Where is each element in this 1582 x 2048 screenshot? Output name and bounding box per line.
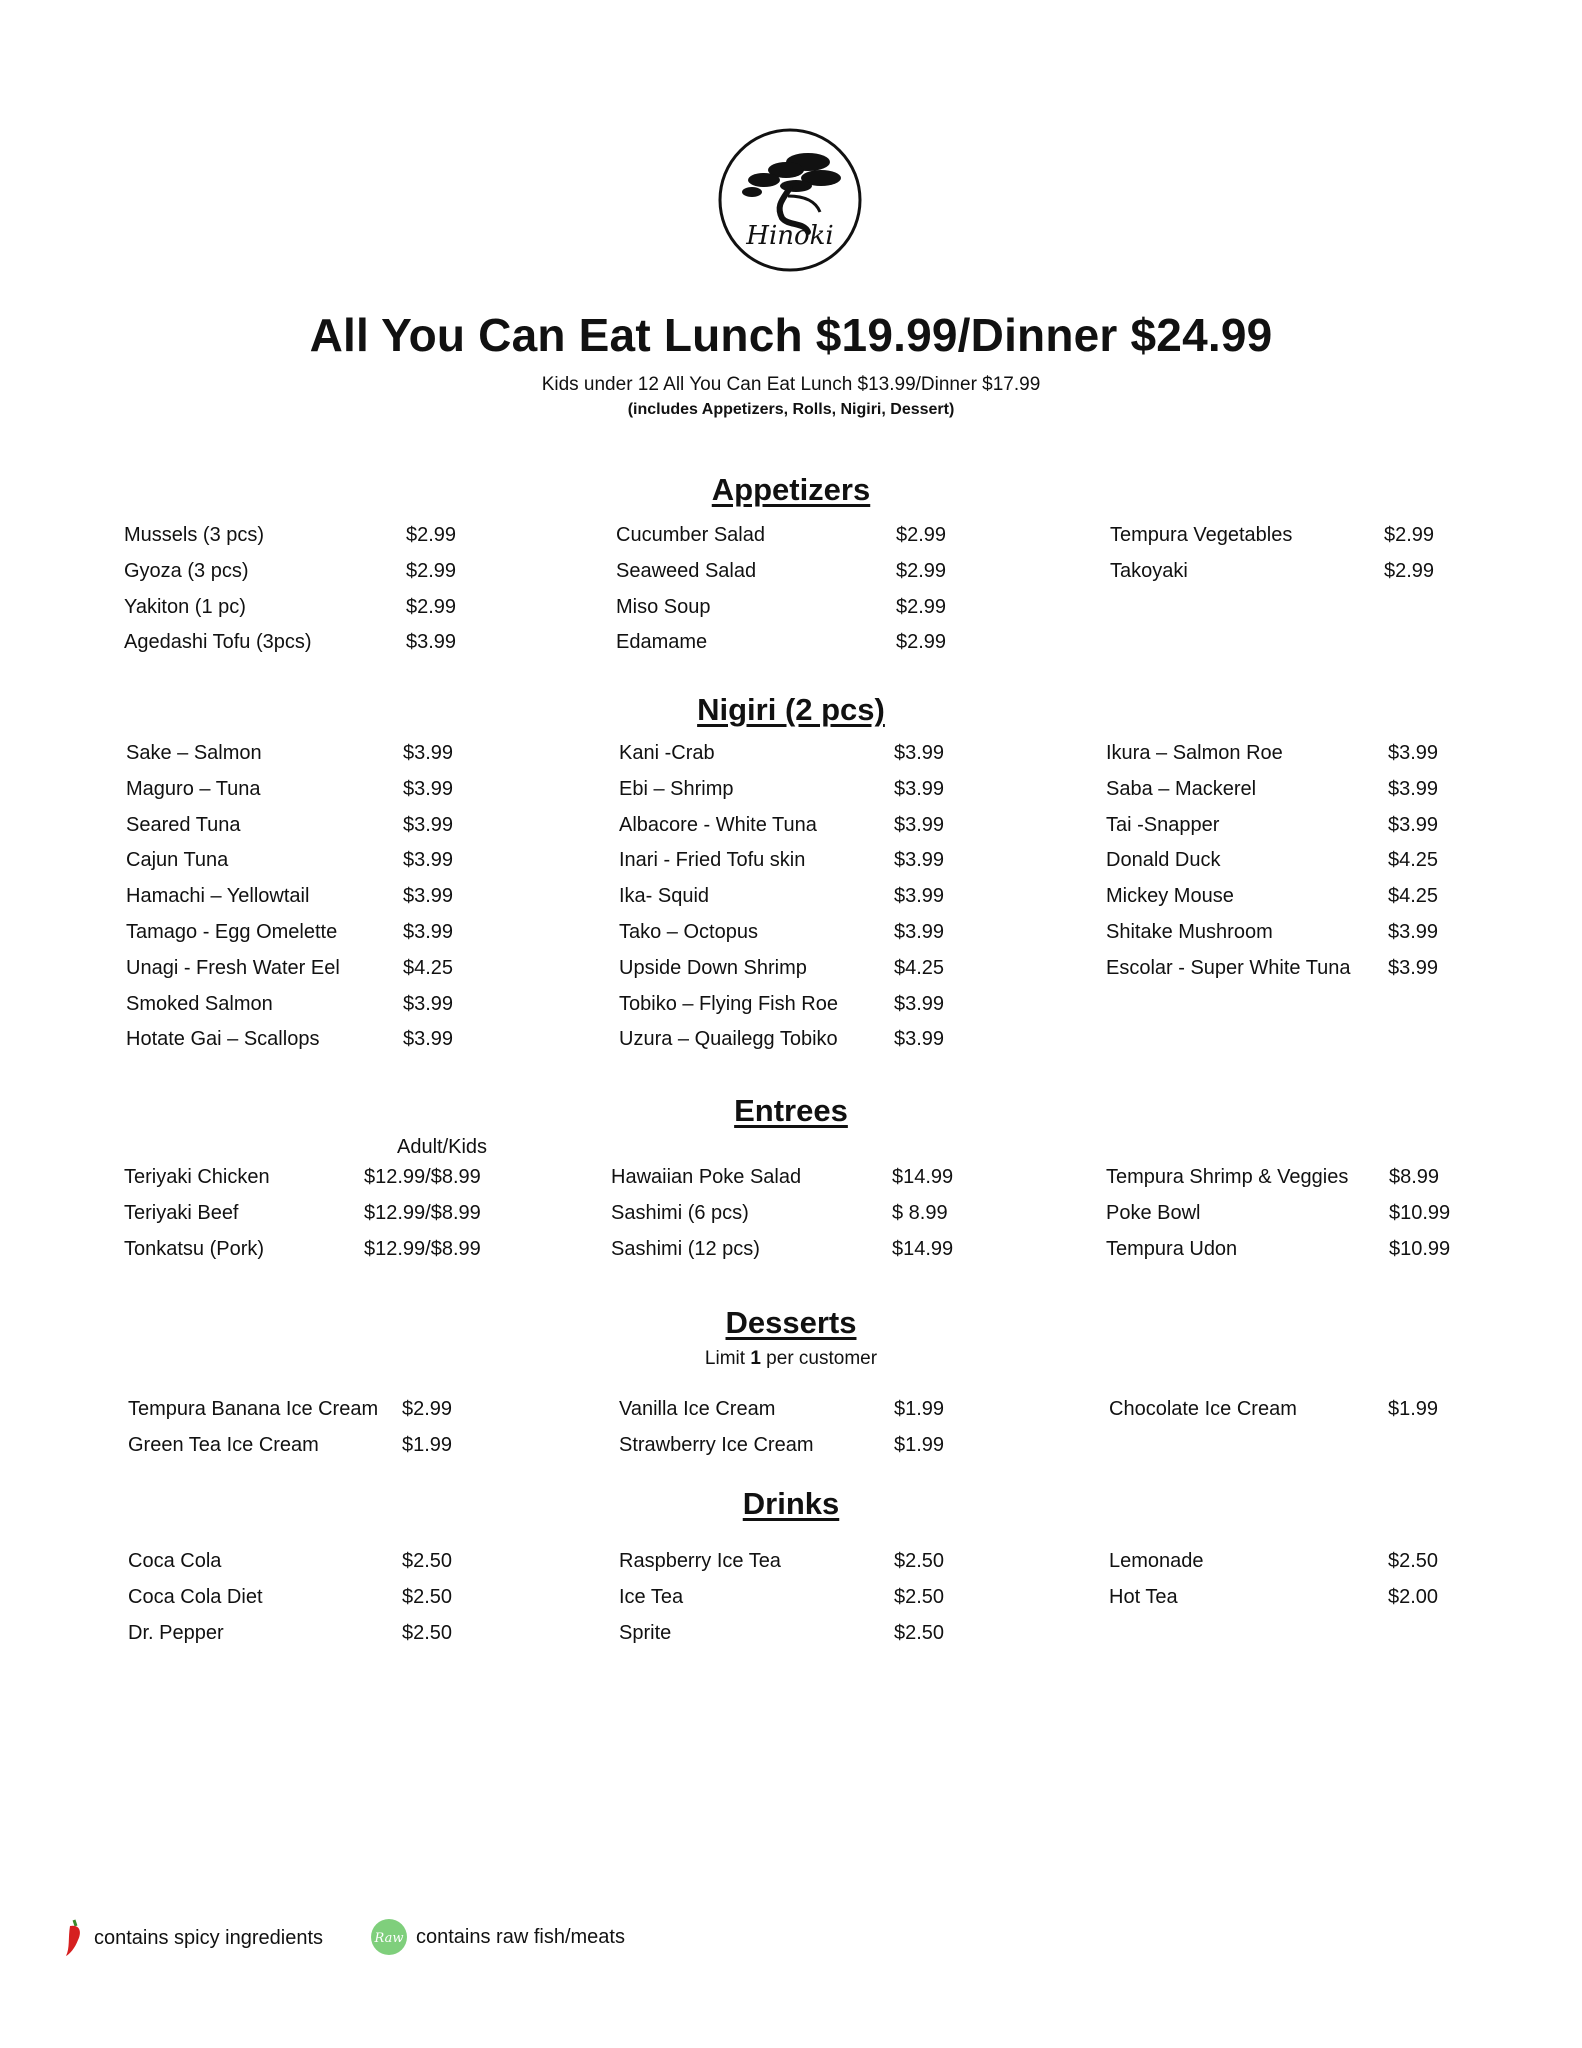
menu-item-price: $3.99 — [403, 777, 454, 800]
menu-item — [1109, 1586, 1528, 1616]
menu-item-price: $3.99 — [403, 849, 454, 872]
legend-raw — [370, 1918, 625, 1956]
menu-item — [1109, 1398, 1528, 1428]
adult-kids-column-label: Adult/Kids — [397, 1136, 488, 1158]
menu-item-price: $12.99/$8.99 — [364, 1237, 481, 1260]
menu-item-price: $3.99 — [403, 1028, 454, 1051]
menu-item-price: $2.50 — [402, 1621, 453, 1644]
menu-item-price: $3.99 — [894, 849, 945, 872]
menu-item-name: Green Tea Ice Cream — [128, 1433, 319, 1456]
menu-item-name: Sprite — [619, 1621, 672, 1644]
menu-item-price: $2.99 — [896, 595, 947, 618]
menu-item — [126, 921, 543, 951]
menu-item-name: Sashimi (12 pcs) — [611, 1237, 760, 1260]
menu-item-price: $10.99 — [1389, 1201, 1451, 1224]
menu-item-price: $3.99 — [894, 742, 945, 764]
menu-item — [126, 993, 543, 1023]
menu-item-name: Raspberry Ice Tea — [619, 1550, 781, 1572]
menu-item — [124, 596, 546, 626]
menu-item — [1106, 1238, 1529, 1268]
menu-item-price: $2.99 — [1384, 524, 1435, 546]
menu-item-price: $12.99/$8.99 — [364, 1166, 481, 1188]
menu-item-name: Tako – Octopus — [619, 921, 758, 943]
menu-item-price: $2.50 — [894, 1550, 945, 1572]
menu-item-price: $4.25 — [894, 956, 945, 979]
menu-item-price: $3.99 — [403, 813, 454, 836]
menu-item-name: Sashimi (6 pcs) — [611, 1201, 749, 1224]
menu-item-name: Tempura Vegetables — [1110, 524, 1293, 546]
menu-item-name: Unagi - Fresh Water Eel — [126, 956, 340, 979]
menu-item-price: $3.99 — [1388, 921, 1439, 943]
desserts-heading: Desserts — [725, 1305, 857, 1340]
menu-item-price: $2.99 — [406, 524, 457, 546]
menu-item-price: $14.99 — [892, 1237, 954, 1260]
menu-item-price: $4.25 — [1388, 885, 1439, 908]
menu-item-price: $3.99 — [1388, 777, 1439, 800]
menu-item-name: Seared Tuna — [126, 813, 241, 836]
menu-item — [126, 1028, 543, 1058]
menu-item-name: Teriyaki Chicken — [124, 1166, 270, 1188]
menu-item-name: Ikura – Salmon Roe — [1106, 742, 1283, 764]
legend-spicy-label: contains spicy ingredients — [94, 1926, 324, 1949]
menu-item-price: $3.99 — [1388, 813, 1439, 836]
menu-item-name: Tai -Snapper — [1106, 813, 1220, 836]
menu-item-name: Smoked Salmon — [126, 992, 273, 1015]
menu-item-price: $1.99 — [894, 1433, 945, 1456]
menu-item — [124, 560, 546, 590]
menu-item — [619, 1028, 1034, 1058]
menu-item — [616, 631, 1036, 661]
menu-item — [124, 524, 546, 554]
menu-item-price: $8.99 — [1389, 1166, 1440, 1188]
menu-item — [1106, 1202, 1529, 1232]
menu-item-name: Coca Cola — [128, 1550, 222, 1572]
menu-item-name: Dr. Pepper — [128, 1621, 224, 1644]
menu-item-name: Lemonade — [1109, 1550, 1204, 1572]
menu-item-price: $3.99 — [894, 921, 945, 943]
menu-item-name: Coca Cola Diet — [128, 1585, 263, 1608]
menu-item — [619, 1622, 1034, 1652]
menu-item-price: $3.99 — [406, 631, 457, 654]
menu-item-price: $10.99 — [1389, 1237, 1451, 1260]
menu-item — [619, 778, 1034, 808]
menu-item — [128, 1434, 542, 1464]
menu-item-name: Tobiko – Flying Fish Roe — [619, 992, 838, 1015]
menu-item-price: $3.99 — [403, 885, 454, 908]
svg-text:Hinoki: Hinoki — [746, 221, 834, 251]
menu-item-price: $4.25 — [403, 956, 454, 979]
nigiri-heading: Nigiri (2 pcs) — [697, 692, 885, 727]
menu-item-name: Ebi – Shrimp — [619, 777, 734, 800]
menu-item — [1106, 778, 1528, 808]
menu-item-price: $2.99 — [896, 631, 947, 654]
menu-item-name: Escolar - Super White Tuna — [1106, 956, 1351, 979]
menu-item — [124, 1202, 504, 1232]
menu-item — [619, 1434, 1034, 1464]
menu-item-name: Ice Tea — [619, 1585, 684, 1608]
menu-item — [126, 778, 543, 808]
menu-item-price: $3.99 — [1388, 742, 1439, 764]
menu-item-name: Hotate Gai – Scallops — [126, 1028, 320, 1051]
menu-item-price: $2.99 — [402, 1398, 453, 1420]
menu-item-name: Poke Bowl — [1106, 1201, 1201, 1224]
raw-badge-icon — [370, 1918, 408, 1956]
drinks-heading: Drinks — [742, 1486, 840, 1521]
menu-item — [124, 1166, 504, 1196]
menu-item — [619, 921, 1034, 951]
menu-item-name: Edamame — [616, 631, 708, 654]
menu-item-name: Tempura Banana Ice Cream — [128, 1398, 379, 1420]
menu-item-price: $2.50 — [402, 1550, 453, 1572]
menu-item-name: Shitake Mushroom — [1106, 921, 1273, 943]
menu-item-price: $2.00 — [1388, 1585, 1439, 1608]
menu-item-price: $2.50 — [894, 1585, 945, 1608]
menu-item — [1110, 524, 1524, 554]
menu-item — [124, 1238, 504, 1268]
menu-item-price: $ 8.99 — [892, 1201, 948, 1224]
menu-item-price: $2.99 — [406, 559, 457, 582]
menu-item-name: Kani -Crab — [619, 742, 715, 764]
dessert-limit-note: Limit 1 per customer — [704, 1348, 878, 1369]
menu-item-name: Maguro – Tuna — [126, 777, 261, 800]
menu-item-name: Mussels (3 pcs) — [124, 524, 265, 546]
bonsai-tree-icon — [716, 126, 864, 274]
menu-item-name: Albacore - White Tuna — [619, 813, 817, 836]
menu-item — [1110, 560, 1524, 590]
menu-item — [619, 885, 1034, 915]
menu-item-name: Hamachi – Yellowtail — [126, 885, 310, 908]
menu-item-name: Vanilla Ice Cream — [619, 1398, 776, 1420]
menu-item-name: Inari - Fried Tofu skin — [619, 849, 806, 872]
menu-item-price: $3.99 — [1388, 956, 1439, 979]
menu-item — [126, 742, 543, 772]
menu-item-price: $2.99 — [1384, 559, 1435, 582]
menu-item-name: Chocolate Ice Cream — [1109, 1398, 1297, 1420]
menu-item — [128, 1586, 542, 1616]
menu-item-price: $2.50 — [894, 1621, 945, 1644]
menu-item — [128, 1398, 542, 1428]
menu-item-name: Takoyaki — [1110, 559, 1188, 582]
menu-item — [1106, 885, 1528, 915]
menu-item-name: Donald Duck — [1106, 849, 1221, 872]
menu-item — [1109, 1550, 1528, 1580]
includes-note: (includes Appetizers, Rolls, Nigiri, Dessert) — [627, 401, 955, 418]
menu-item-price: $1.99 — [894, 1398, 945, 1420]
menu-item — [1106, 742, 1528, 772]
menu-item — [126, 957, 543, 987]
menu-item — [619, 1550, 1034, 1580]
menu-item — [616, 596, 1036, 626]
menu-item — [1106, 849, 1528, 879]
menu-item — [1106, 921, 1528, 951]
menu-item — [611, 1202, 1032, 1232]
menu-item-name: Sake – Salmon — [126, 742, 262, 764]
menu-item-name: Miso Soup — [616, 595, 711, 618]
menu-item — [128, 1622, 542, 1652]
menu-item-price: $4.25 — [1388, 849, 1439, 872]
menu-item — [1106, 814, 1528, 844]
menu-item — [1106, 1166, 1529, 1196]
menu-item-price: $3.99 — [403, 992, 454, 1015]
menu-item-name: Uzura – Quailegg Tobiko — [619, 1028, 838, 1051]
menu-item — [126, 814, 543, 844]
menu-item-name: Seaweed Salad — [616, 559, 757, 582]
menu-item-name: Mickey Mouse — [1106, 885, 1234, 908]
menu-item-price: $1.99 — [1388, 1398, 1439, 1420]
appetizers-heading: Appetizers — [711, 472, 871, 507]
menu-item-price: $2.50 — [402, 1585, 453, 1608]
menu-item-price: $3.99 — [403, 742, 454, 764]
menu-item-name: Agedashi Tofu (3pcs) — [124, 631, 312, 654]
entrees-heading: Entrees — [734, 1093, 848, 1128]
menu-item — [611, 1238, 1032, 1268]
menu-item-name: Tempura Udon — [1106, 1237, 1238, 1260]
menu-item — [126, 885, 543, 915]
menu-item-price: $2.99 — [896, 524, 947, 546]
menu-item-name: Hawaiian Poke Salad — [611, 1166, 802, 1188]
menu-item — [128, 1550, 542, 1580]
svg-text:Raw: Raw — [374, 1931, 404, 1946]
menu-item-price: $2.50 — [1388, 1550, 1439, 1572]
menu-item-name: Strawberry Ice Cream — [619, 1433, 814, 1456]
chili-pepper-icon — [62, 1918, 86, 1958]
menu-item-name: Yakiton (1 pc) — [124, 595, 246, 618]
menu-item — [619, 849, 1034, 879]
menu-item-price: $12.99/$8.99 — [364, 1201, 481, 1224]
menu-item-price: $3.99 — [894, 992, 945, 1015]
menu-item-price: $1.99 — [402, 1433, 453, 1456]
menu-item-name: Cucumber Salad — [616, 524, 765, 546]
menu-item — [619, 1398, 1034, 1428]
legend-raw-label: contains raw fish/meats — [416, 1925, 625, 1948]
menu-item — [616, 560, 1036, 590]
menu-item-price: $2.99 — [406, 595, 457, 618]
menu-item — [126, 849, 543, 879]
menu-item — [619, 742, 1034, 772]
menu-item-name: Tempura Shrimp & Veggies — [1106, 1166, 1349, 1188]
kids-pricing: Kids under 12 All You Can Eat Lunch $13.99/Dinner $17.99 — [541, 374, 1041, 395]
menu-item — [619, 1586, 1034, 1616]
menu-item-name: Teriyaki Beef — [124, 1201, 239, 1224]
menu-item — [1106, 957, 1528, 987]
legend-spicy — [62, 1918, 323, 1958]
menu-item — [619, 957, 1034, 987]
menu-item-price: $3.99 — [403, 921, 454, 943]
restaurant-logo — [716, 126, 864, 274]
menu-item-name: Cajun Tuna — [126, 849, 229, 872]
menu-item — [619, 993, 1034, 1023]
menu-item-price: $3.99 — [894, 1028, 945, 1051]
menu-item — [616, 524, 1036, 554]
menu-item-price: $3.99 — [894, 813, 945, 836]
menu-item — [611, 1166, 1032, 1196]
menu-item-price: $3.99 — [894, 777, 945, 800]
menu-item-name: Ika- Squid — [619, 885, 710, 908]
menu-item-price: $14.99 — [892, 1166, 954, 1188]
menu-item-name: Tamago - Egg Omelette — [126, 921, 338, 943]
menu-item-name: Saba – Mackerel — [1106, 777, 1257, 800]
menu-item — [124, 631, 546, 661]
menu-item-name: Upside Down Shrimp — [619, 956, 807, 979]
menu-item — [619, 814, 1034, 844]
menu-item-name: Hot Tea — [1109, 1585, 1178, 1608]
page-title: All You Can Eat Lunch $19.99/Dinner $24.99 — [309, 309, 1273, 361]
menu-item-name: Gyoza (3 pcs) — [124, 559, 249, 582]
menu-item-name: Tonkatsu (Pork) — [124, 1237, 265, 1260]
menu-item-price: $3.99 — [894, 885, 945, 908]
menu-item-price: $2.99 — [896, 559, 947, 582]
